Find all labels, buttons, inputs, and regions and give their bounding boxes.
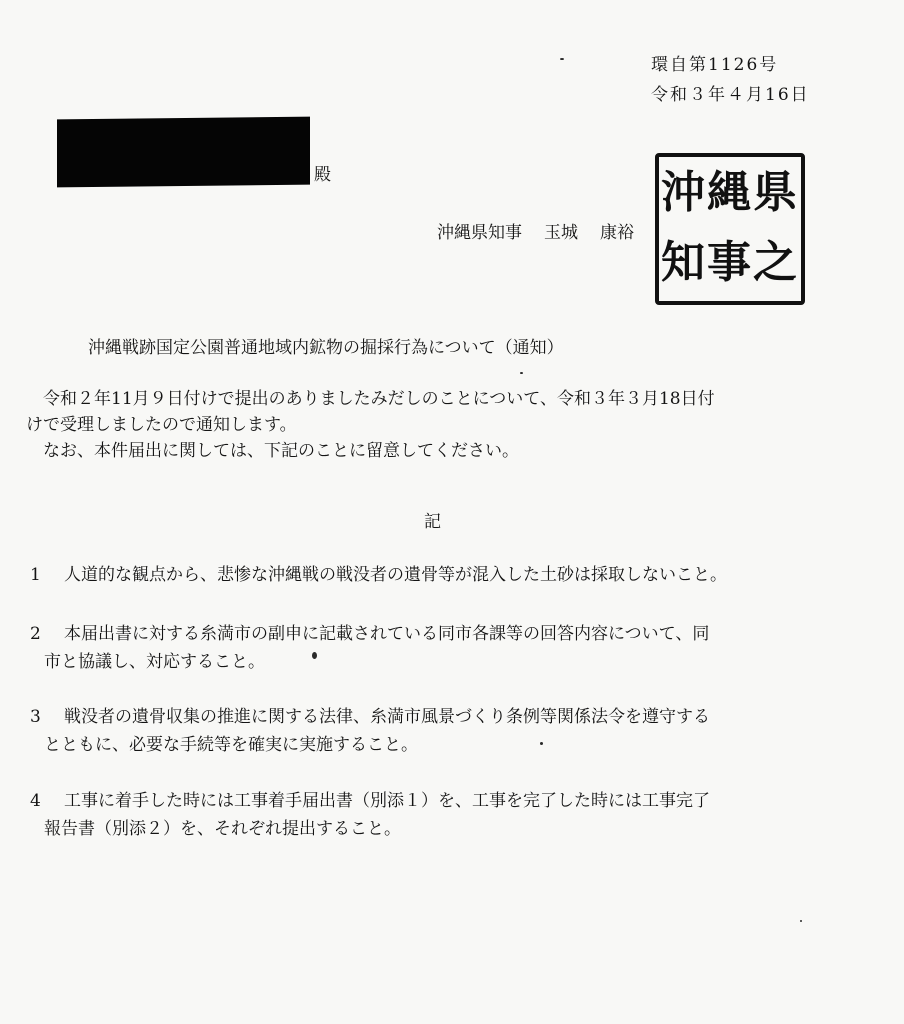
official-seal-stamp xyxy=(651,149,809,309)
document-date: 令和３年４月16日 xyxy=(651,85,810,105)
redacted-addressee xyxy=(57,117,310,188)
document-subject: 沖縄戦跡国定公園普通地域内鉱物の掘採行為について（通知） xyxy=(88,338,564,358)
sender-given-name: 康裕 xyxy=(600,223,634,243)
document-header xyxy=(651,50,810,110)
sender-line xyxy=(437,218,634,243)
item-text: 本届出書に対する糸満市の副申に記載されている同市各課等の回答内容について、同 xyxy=(64,624,710,644)
document-body xyxy=(26,386,866,464)
sender-title: 沖縄県知事 xyxy=(437,223,522,243)
list-item xyxy=(30,620,870,676)
svg-text:之: 之 xyxy=(753,237,797,288)
item-text-continued: 報告書（別添２）を、それぞれ提出すること。 xyxy=(44,819,401,839)
scan-speck xyxy=(540,742,543,745)
item-text: 戦没者の遺骨収集の推進に関する法律、糸満市風景づくり条例等関係法令を遵守する xyxy=(64,707,710,727)
item-number: 3 xyxy=(30,707,41,727)
ki-heading: 記 xyxy=(424,512,441,532)
item-number: 2 xyxy=(30,624,41,644)
svg-text:知: 知 xyxy=(661,237,705,288)
addressee-honorific: 殿 xyxy=(314,165,331,185)
svg-text:事: 事 xyxy=(707,237,751,288)
item-number: 1 xyxy=(30,565,41,585)
item-text-continued: 市と協議し、対応すること。 xyxy=(44,652,265,672)
svg-text:縄: 縄 xyxy=(707,167,751,218)
body-paragraph-1-line-1: 令和２年11月９日付けで提出のありましたみだしのことについて、令和３年３月18日付 xyxy=(26,389,715,409)
scan-speck xyxy=(520,372,523,374)
list-item xyxy=(30,787,870,843)
document-number: 環自第1126号 xyxy=(651,55,779,75)
item-text: 人道的な観点から、悲惨な沖縄戦の戦没者の遺骨等が混入した土砂は採取しないこと。 xyxy=(64,565,727,585)
scan-speck xyxy=(560,58,564,60)
scan-speck xyxy=(800,920,802,922)
body-paragraph-2: なお、本件届出に関しては、下記のことに留意してください。 xyxy=(26,441,519,461)
list-item xyxy=(30,561,870,589)
list-item xyxy=(30,703,870,759)
svg-text:県: 県 xyxy=(753,167,797,218)
body-paragraph-1-line-2: けで受理しましたので通知します。 xyxy=(26,415,297,435)
scan-speck xyxy=(312,652,317,659)
item-number: 4 xyxy=(30,791,41,811)
svg-text:沖: 沖 xyxy=(661,167,705,218)
item-text: 工事に着手した時には工事着手届出書（別添１）を、工事を完了した時には工事完了 xyxy=(64,791,710,811)
sender-family-name: 玉城 xyxy=(544,223,578,243)
item-text-continued: とともに、必要な手続等を確実に実施すること。 xyxy=(44,735,418,755)
